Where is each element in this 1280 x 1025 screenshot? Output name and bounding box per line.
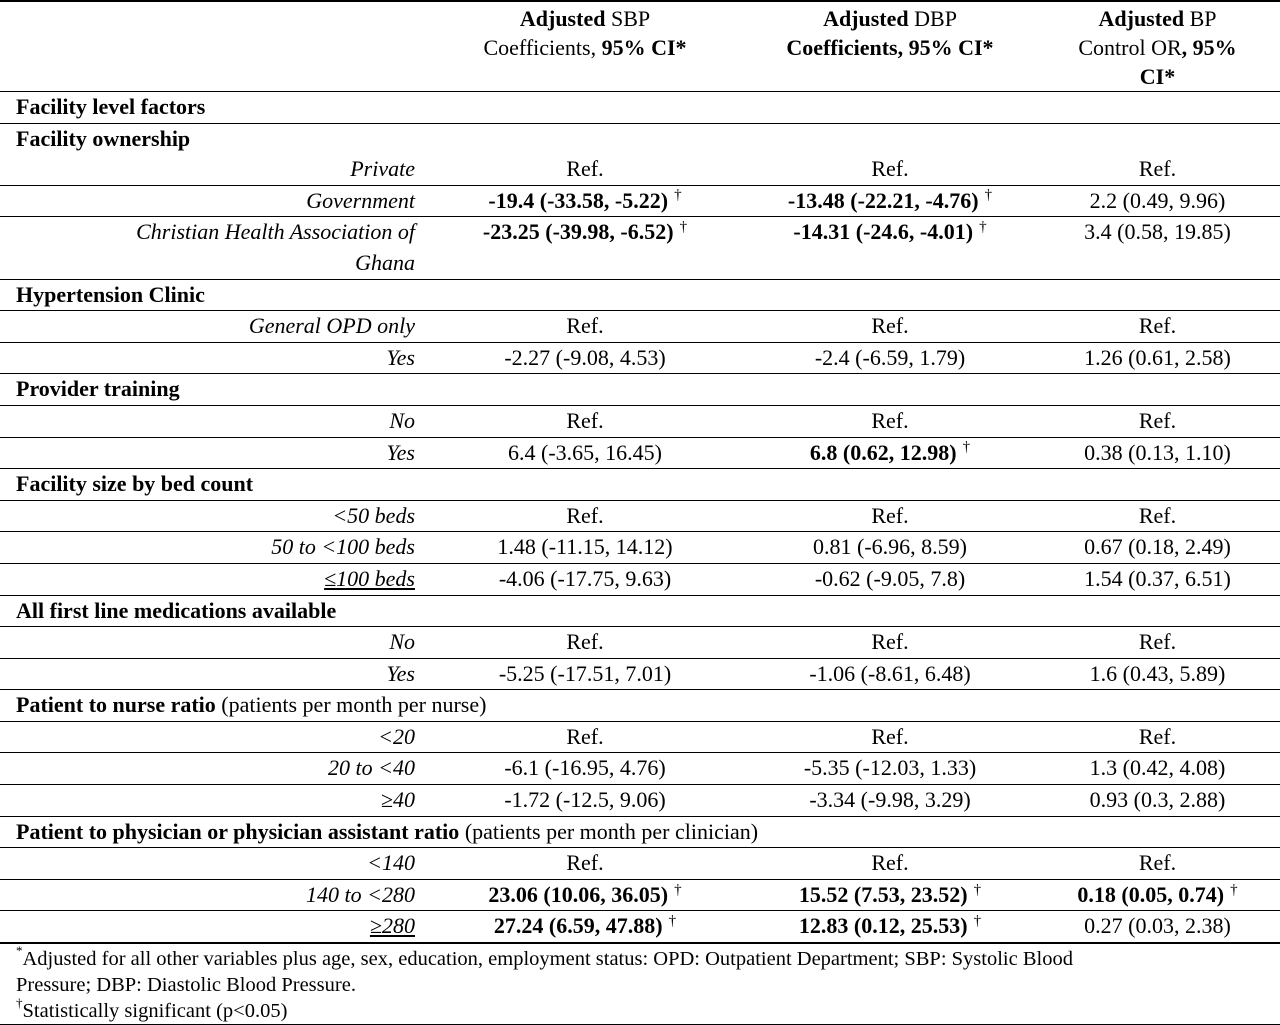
table-row [0, 911, 1280, 943]
row-label: 20 to <40 [0, 753, 425, 785]
dbp-cell: -2.4 (-6.59, 1.79) [745, 342, 1035, 374]
section-nurse-bold: Patient to nurse ratio [16, 692, 216, 718]
row-label: <20 [0, 721, 425, 753]
bp-control-cell: 0.38 (0.13, 1.10) [1035, 437, 1280, 469]
bp-control-cell: Ref. [1035, 311, 1280, 343]
significant-value: 27.24 (6.59, 47.88) [493, 913, 663, 939]
row-label: No [0, 405, 425, 437]
section-row [0, 690, 1280, 722]
bp-control-cell: Ref. [1035, 405, 1280, 437]
footnote-star-mark: * [16, 943, 23, 959]
table-row [0, 437, 1280, 469]
dbp-cell: -1.06 (-8.61, 6.48) [745, 658, 1035, 690]
dbp-cell: Ref. [745, 627, 1035, 659]
table-row [0, 532, 1280, 564]
row-label: Yes [0, 342, 425, 374]
table-row [0, 563, 1280, 595]
sbp-cell: -5.25 (-17.51, 7.01) [425, 658, 745, 690]
sbp-cell: Ref. [425, 311, 745, 343]
significant-value: -19.4 (-33.58, -5.22) [488, 187, 669, 213]
header-empty-cell [0, 1, 425, 92]
section-row [0, 123, 1280, 154]
section-row [0, 279, 1280, 311]
dbp-cell: 0.81 (-6.96, 8.59) [745, 532, 1035, 564]
sbp-cell: Ref. [566, 156, 604, 182]
sbp-cell: Ref. [425, 721, 745, 753]
dagger-mark: † [674, 187, 682, 204]
row-label: Yes [0, 437, 425, 469]
header-sbp-line2-bold: 95% CI* [601, 35, 687, 60]
section-row [0, 374, 1280, 406]
dbp-cell: -3.34 (-9.98, 3.29) [745, 785, 1035, 817]
significant-value: 23.06 (10.06, 36.05) [488, 881, 669, 907]
dagger-mark: † [973, 881, 982, 898]
dbp-cell: Ref. [745, 311, 1035, 343]
bp-control-cell: 3.4 (0.58, 19.85) [1035, 217, 1280, 279]
footnote-significance [16, 995, 1264, 1024]
row-label: 50 to <100 beds [0, 532, 425, 564]
sbp-cell: Ref. [425, 848, 745, 880]
dbp-cell: Ref. [871, 156, 909, 182]
sbp-cell: -6.1 (-16.95, 4.76) [425, 753, 745, 785]
significant-value: 12.83 (0.12, 25.53) [798, 913, 968, 939]
sbp-cell: -4.06 (-17.75, 9.63) [425, 563, 745, 595]
dbp-cell [745, 437, 1035, 469]
bp-control-cell: 1.3 (0.42, 4.08) [1035, 753, 1280, 785]
dbp-cell [745, 217, 1035, 279]
dbp-cell: Ref. [745, 500, 1035, 532]
header-bp-rest: BP [1184, 6, 1217, 31]
header-sbp-bold: Adjusted [519, 6, 606, 31]
row-label: <50 beds [0, 500, 425, 532]
footnote-adjusted [16, 943, 1264, 998]
row-label-line2: Ghana [355, 249, 415, 275]
dagger-mark: † [668, 913, 677, 930]
dbp-cell: -5.35 (-12.03, 1.33) [745, 753, 1035, 785]
table-row [0, 500, 1280, 532]
bp-control-cell: Ref. [1035, 627, 1280, 659]
bp-control-cell: 0.67 (0.18, 2.49) [1035, 532, 1280, 564]
header-bp-control [1035, 1, 1280, 92]
significant-value: 6.8 (0.62, 12.98) [809, 439, 957, 465]
dagger-mark: † [674, 881, 682, 898]
sbp-cell [425, 217, 745, 279]
section-training: Provider training [0, 374, 1280, 406]
bp-control-cell: Ref. [1138, 156, 1177, 182]
bp-control-cell: 0.27 (0.03, 2.38) [1035, 911, 1280, 943]
row-label-text: ≥280 [369, 913, 415, 939]
section-row [0, 92, 1280, 124]
significant-value: -23.25 (-39.98, -6.52) [482, 219, 674, 245]
bp-control-cell: 0.93 (0.3, 2.88) [1035, 785, 1280, 817]
section-physician-ratio [0, 816, 1280, 848]
section-size: Facility size by bed count [0, 469, 1280, 501]
bp-control-cell: Ref. [1035, 848, 1280, 880]
dbp-cell: Ref. [745, 405, 1035, 437]
section-physician-rest: (patients per month per clinician) [459, 818, 759, 844]
header-bp-bold: Adjusted [1098, 6, 1185, 31]
bp-control-cell: 1.6 (0.43, 5.89) [1035, 658, 1280, 690]
bp-control-cell: 1.54 (0.37, 6.51) [1035, 563, 1280, 595]
footnote-adjusted-line2: Pressure; DBP: Diastolic Blood Pressure. [16, 974, 356, 997]
table-row [0, 627, 1280, 659]
row-label-line1: Christian Health Association of [136, 219, 415, 245]
sbp-cell [425, 185, 745, 217]
dagger-mark: † [1230, 881, 1238, 898]
header-bp-line3-bold: CI* [1139, 64, 1176, 89]
significant-value: -13.48 (-22.21, -4.76) [787, 187, 979, 213]
table-row [0, 217, 1280, 279]
row-label-text: ≤100 beds [324, 565, 415, 591]
row-label: <140 [0, 848, 425, 880]
table-row [0, 848, 1280, 880]
section-physician-bold: Patient to physician or physician assistant ratio [16, 818, 460, 844]
header-bp-line2-bold: , 95% [1181, 35, 1237, 60]
row-label [0, 911, 425, 943]
row-label [0, 563, 425, 595]
table-row [0, 721, 1280, 753]
row-label [0, 217, 425, 279]
footnote-significance-text: Statistically significant (p<0.05) [22, 1000, 288, 1023]
dagger-mark: † [984, 187, 993, 204]
significant-value: 0.18 (0.05, 0.74) [1077, 881, 1225, 907]
sbp-cell: Ref. [425, 627, 745, 659]
table-row [0, 342, 1280, 374]
section-meds: All first line medications available [0, 595, 1280, 627]
bp-control-cell: Ref. [1035, 721, 1280, 753]
row-label: 140 to <280 [0, 879, 425, 911]
section-row [0, 816, 1280, 848]
dbp-cell: Ref. [745, 848, 1035, 880]
section-ownership: Facility ownership [0, 123, 1280, 154]
table-row [0, 311, 1280, 343]
sbp-cell: 6.4 (-3.65, 16.45) [425, 437, 745, 469]
dbp-cell: -0.62 (-9.05, 7.8) [745, 563, 1035, 595]
dagger-mark: † [979, 219, 987, 236]
dbp-cell [745, 879, 1035, 911]
header-dbp-rest: DBP [908, 6, 957, 31]
table-row [0, 879, 1280, 911]
section-facility-level: Facility level factors [0, 92, 1280, 124]
table-header [0, 1, 1280, 92]
bp-control-cell [1035, 879, 1280, 911]
table-row [0, 154, 1280, 185]
table-row [0, 185, 1280, 217]
sbp-cell [425, 911, 745, 943]
sbp-cell: Ref. [425, 405, 745, 437]
header-sbp-rest: SBP [605, 6, 651, 31]
row-label: Government [0, 185, 425, 217]
dbp-cell [745, 911, 1035, 943]
section-nurse-ratio [0, 690, 1280, 722]
section-htn-clinic: Hypertension Clinic [0, 279, 1280, 311]
table-footnotes [0, 944, 1280, 1025]
dagger-mark: † [973, 913, 982, 930]
bp-control-cell: 2.2 (0.49, 9.96) [1035, 185, 1280, 217]
row-label: Yes [0, 658, 425, 690]
row-label: ≥40 [0, 785, 425, 817]
header-sbp-line2: Coefficients, [483, 35, 602, 60]
significant-value: -14.31 (-24.6, -4.01) [793, 219, 974, 245]
sbp-cell: Ref. [425, 500, 745, 532]
bp-control-cell: 1.26 (0.61, 2.58) [1035, 342, 1280, 374]
bp-control-cell: Ref. [1035, 500, 1280, 532]
header-dbp-bold: Adjusted [823, 6, 909, 31]
header-bp-line2: Control OR [1078, 35, 1182, 60]
significant-value: 15.52 (7.53, 23.52) [798, 881, 968, 907]
table-row [0, 405, 1280, 437]
row-label: No [0, 627, 425, 659]
dagger-mark: † [679, 219, 688, 236]
header-dbp-line2-bold: Coefficients, 95% CI* [786, 35, 994, 60]
dbp-cell: Ref. [745, 721, 1035, 753]
dbp-cell [745, 185, 1035, 217]
table-row [0, 658, 1280, 690]
section-nurse-rest: (patients per month per nurse) [215, 692, 487, 718]
footnote-adjusted-line1: Adjusted for all other variables plus age, sex, education, employment status: OPD: Outpatient Department; SBP: Systolic Blood [22, 948, 1073, 971]
section-row [0, 469, 1280, 501]
sbp-cell: -2.27 (-9.08, 4.53) [425, 342, 745, 374]
row-label: General OPD only [0, 311, 425, 343]
table-row [0, 753, 1280, 785]
dagger-mark: † [962, 439, 971, 456]
row-label: Private [350, 156, 415, 182]
table-row [0, 785, 1280, 817]
section-row [0, 595, 1280, 627]
sbp-cell: 1.48 (-11.15, 14.12) [425, 532, 745, 564]
header-sbp [425, 1, 745, 92]
sbp-cell [425, 879, 745, 911]
footnote-dagger-mark: † [16, 995, 23, 1011]
header-dbp [745, 1, 1035, 92]
sbp-cell: -1.72 (-12.5, 9.06) [425, 785, 745, 817]
